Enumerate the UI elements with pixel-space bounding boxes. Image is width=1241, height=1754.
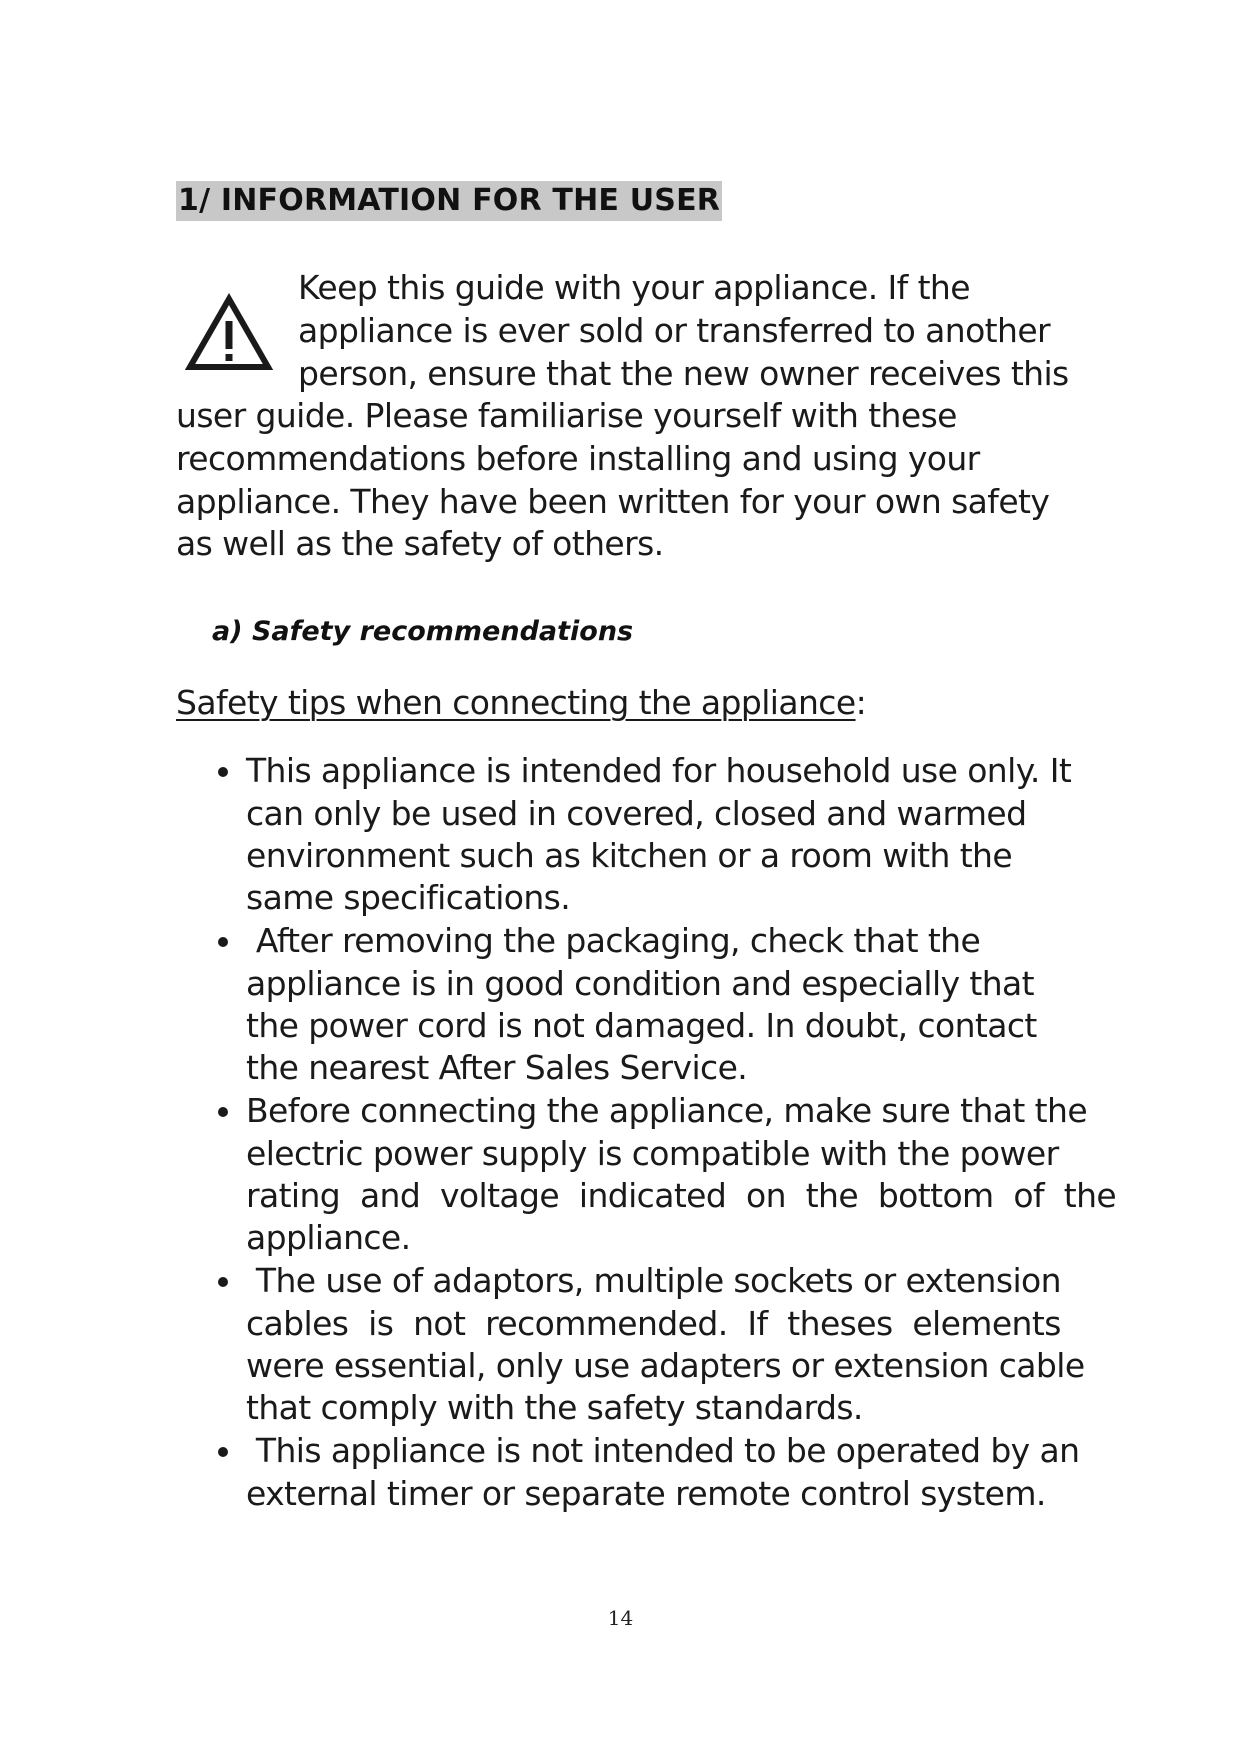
bullet-icon (218, 767, 228, 777)
intro-line: as well as the safety of others. (176, 524, 664, 563)
bullet-line: appliance. (246, 1218, 411, 1257)
bullet-line: appliance is in good condition and especially that (246, 964, 1035, 1003)
bullet-line: external timer or separate remote control system. (246, 1474, 1046, 1513)
bullet-line: the power cord is not damaged. In doubt, contact (246, 1006, 1037, 1045)
bullet-line: This appliance is intended for household use only. It (246, 751, 1072, 790)
intro-line: person, ensure that the new owner receives this (298, 354, 1069, 393)
bullet-line: can only be used in covered, closed and warmed (246, 794, 1027, 833)
bullet-icon (218, 937, 228, 947)
section-title: 1/ INFORMATION FOR THE USER (176, 181, 722, 221)
warning-triangle-icon (184, 293, 274, 373)
bullet-icon (218, 1447, 228, 1457)
bullet-line: same specifications. (246, 878, 571, 917)
intro-line: user guide. Please familiarise yourself with these (176, 396, 957, 435)
bullet-line: were essential, only use adapters or extension cable (246, 1346, 1085, 1385)
tips-heading (176, 680, 866, 726)
subsection-title: a) Safety recommendations (212, 616, 634, 647)
intro-line: recommendations before installing and using your (176, 439, 980, 478)
bullet-line: that comply with the safety standards. (246, 1388, 863, 1427)
tips-heading-suffix: : (855, 683, 867, 722)
intro-line: appliance is ever sold or transferred to another (298, 311, 1051, 350)
bullet-icon (218, 1107, 228, 1117)
bullet-line: The use of adaptors, multiple sockets or extension (246, 1261, 1061, 1300)
bullet-line: the nearest After Sales Service. (246, 1048, 748, 1087)
bullet-icon (218, 1277, 228, 1287)
bullet-line: Before connecting the appliance, make sure that the (246, 1091, 1088, 1130)
bullet-line: rating and voltage indicated on the bottom of the (246, 1176, 1117, 1215)
bullet-line: environment such as kitchen or a room with the (246, 836, 1013, 875)
bullet-line: electric power supply is compatible with the power (246, 1134, 1059, 1173)
intro-line: appliance. They have been written for your own safety (176, 482, 1050, 521)
tips-heading-underlined: Safety tips when connecting the appliance (176, 683, 856, 722)
page-number: 14 (607, 1606, 634, 1630)
intro-line: Keep this guide with your appliance. If the (298, 268, 970, 307)
bullet-line: cables is not recommended. If theses elements (246, 1304, 1061, 1343)
bullet-line: After removing the packaging, check that the (246, 921, 981, 960)
bullet-line: This appliance is not intended to be operated by an (246, 1431, 1080, 1470)
